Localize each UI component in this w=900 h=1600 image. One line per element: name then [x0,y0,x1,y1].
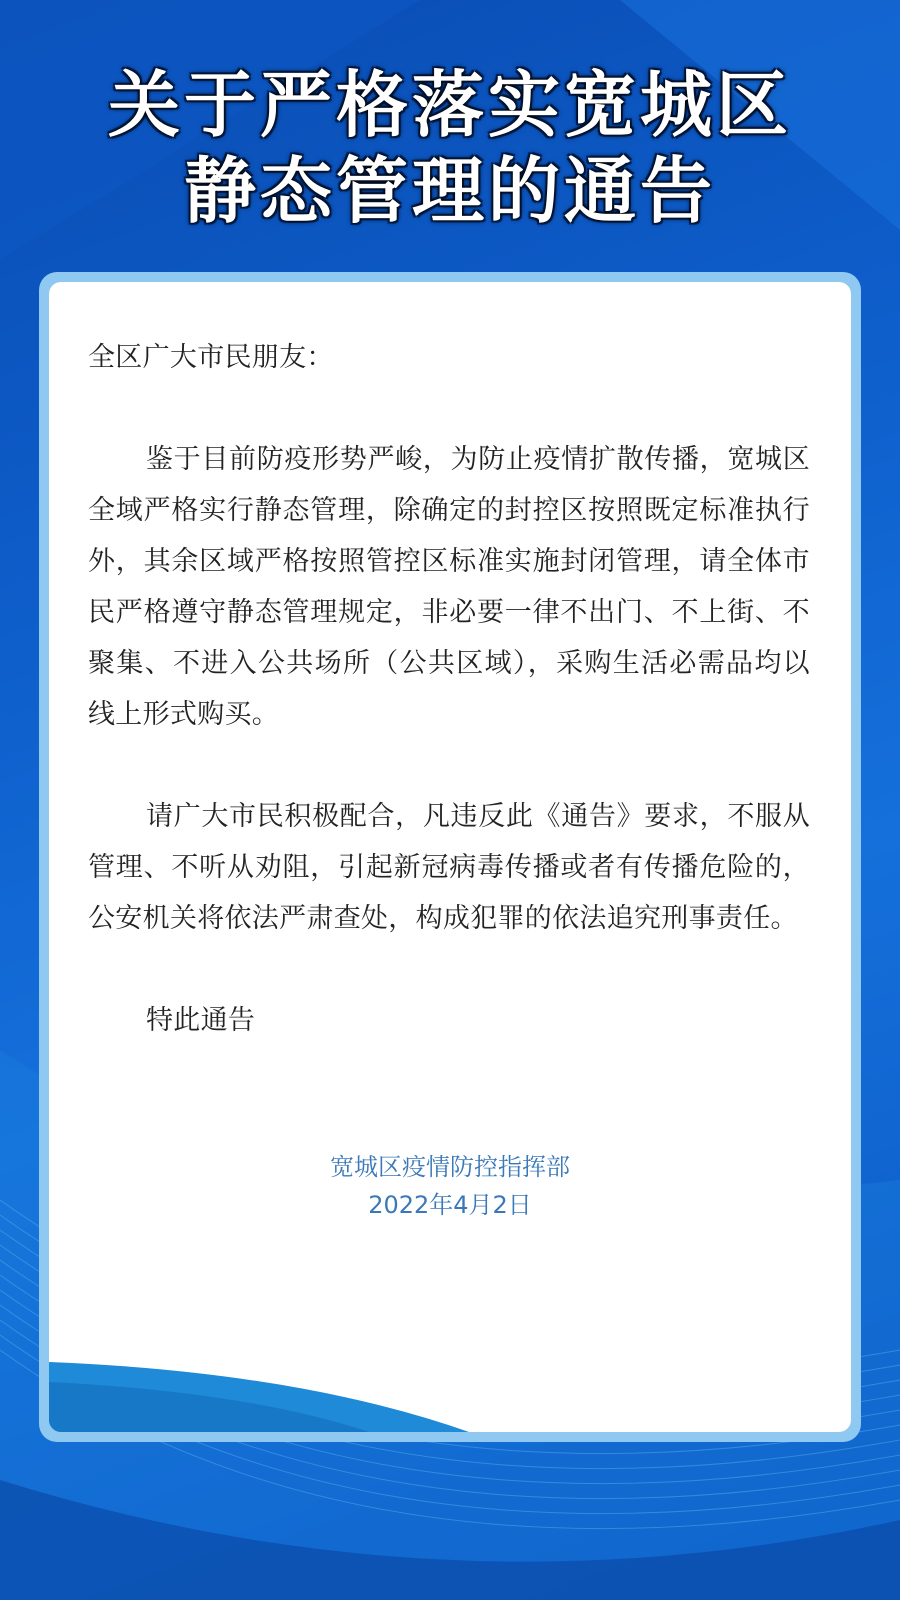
paragraph-1: 鉴于目前防疫形势严峻，为防止疫情扩散传播，宽城区全域严格实行静态管理，除确定的封控区按照既定标准执行外，其余区域严格按照管控区标准实施封闭管理，请全体市民严格遵守静态管理规定，非必要一律不出门、不上街、不聚集、不进入公共场所（公共区域），采购生活必需品均以线上形式购买。 [88,444,810,730]
closing-text: 特此通告 [146,1005,256,1036]
notice-body [88,332,810,1046]
greeting-text: 全区广大市民朋友： [88,342,334,373]
notice-card [49,282,851,1432]
notice-title [0,62,900,234]
title-line-1: 关于严格落实宽城区 [107,63,792,147]
issue-date: 2022年4月2日 [368,1191,532,1219]
paragraph-2: 请广大市民积极配合，凡违反此《通告》要求，不服从管理、不听从劝阻，引起新冠病毒传播或者有传播危险的，公安机关将依法严肃查处，构成犯罪的依法追究刑事责任。 [88,801,810,934]
title-line-2: 静态管理的通告 [183,149,716,233]
issuer-name: 宽城区疫情防控指挥部 [330,1153,570,1181]
